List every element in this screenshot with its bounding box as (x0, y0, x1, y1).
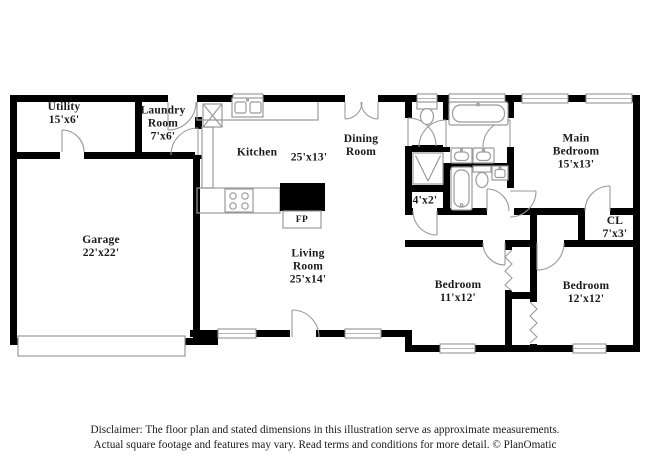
door-arc (487, 189, 509, 211)
kitchen-sink-icon (232, 98, 263, 117)
room-label-kitchen: Kitchen (236, 146, 278, 159)
disclaimer-line-1: Disclaimer: The floor plan and stated dimensions in this illustration serve as approximate measurements. (90, 424, 560, 436)
room-label-dining-room: Dining Room (343, 133, 379, 158)
window-icon (573, 344, 606, 353)
stove-icon (225, 189, 253, 212)
disclaimer-line-2: Actual square footage and features may vary. Read terms and conditions for more detail. © PlanOmatic (93, 439, 557, 452)
room-label-bedroom-1: Bedroom 11'x12' (434, 279, 482, 304)
bathtub-icon (451, 167, 472, 210)
room-label-main-bedroom: Main Bedroom 15'x13' (552, 132, 600, 171)
door-arc (419, 120, 446, 147)
door-arc (345, 102, 362, 119)
room-label-closet-4x2: 4'x2' (412, 194, 438, 207)
room-dims-kitchen: 25'x13' (290, 151, 328, 164)
window-icon (218, 329, 256, 338)
bathtub-icon (449, 102, 508, 125)
counter-icon (202, 127, 213, 188)
fireplace-label: FP (295, 214, 309, 225)
room-label-living-room: Living Room 25'x14' (289, 247, 327, 286)
room-label-laundry-room: Laundry Room 7'x6' (140, 104, 186, 143)
window-icon (522, 94, 568, 103)
window-icon (586, 94, 632, 103)
window-icon (440, 344, 475, 353)
room-label-bedroom-2: Bedroom 12'x12' (562, 280, 610, 305)
garage-door (18, 336, 185, 356)
sink-icon (492, 166, 508, 180)
door-arc (537, 243, 564, 270)
window-icon (345, 329, 381, 338)
disclaimer (0, 423, 650, 453)
room-label-closet-cl: CL 7'x3' (602, 215, 628, 240)
refrigerator-icon (203, 104, 222, 127)
room-label-garage: Garage 22'x22' (82, 234, 120, 259)
vanity-sink-icon (451, 148, 472, 163)
toilet-icon (473, 166, 491, 188)
shower-icon (413, 153, 443, 184)
room-label-utility: Utility 15'x6' (47, 101, 81, 126)
door-arc (585, 186, 610, 211)
vanity-sink-icon (473, 148, 494, 163)
door-arc (62, 130, 84, 152)
door-arc (361, 102, 378, 119)
